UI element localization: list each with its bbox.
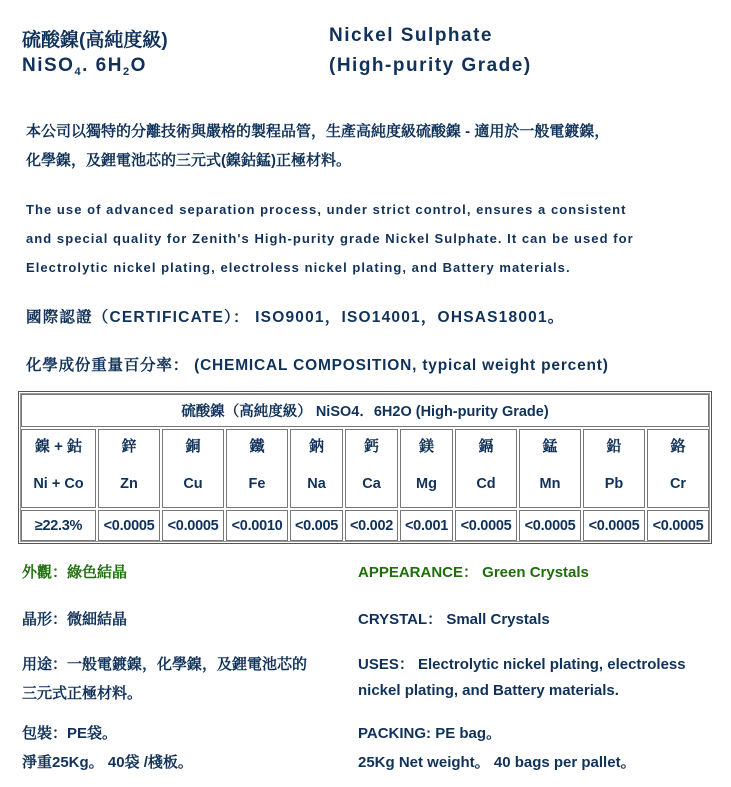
- element-symbol: Cu: [183, 476, 203, 492]
- formula-part: O: [130, 55, 147, 76]
- element-symbol: Fe: [248, 476, 266, 492]
- element-chinese: 鋅: [121, 438, 137, 455]
- element-chinese: 鎳 + 鈷: [34, 438, 83, 455]
- intro-chinese-line1: 本公司以獨特的分離技術與嚴格的製程品管，生產高純度級硫酸鎳 - 適用於一般電鍍鎳，: [26, 123, 610, 140]
- element-symbol: Cr: [669, 476, 687, 492]
- element-cell: [162, 429, 224, 508]
- element-chinese: 錳: [542, 438, 558, 455]
- element-cell: [290, 429, 343, 508]
- element-chinese: 鎘: [478, 438, 494, 455]
- value-cell: <0.002: [345, 510, 398, 541]
- value-cell: <0.0005: [455, 510, 517, 541]
- table-row-elements: [21, 429, 709, 508]
- uses-chinese-line2: 三元式正極材料。: [22, 685, 143, 702]
- table-title: 硫酸鎳（高純度級） NiSO4．6H2O (High-purity Grade): [21, 394, 709, 427]
- appearance-english: APPEARANCE： Green Crystals: [358, 564, 589, 581]
- element-chinese: 鐵: [249, 438, 265, 455]
- element-symbol: Zn: [120, 476, 138, 492]
- table-row-values: [21, 510, 709, 541]
- value-cell: <0.005: [290, 510, 343, 541]
- packing-chinese-line2: 淨重25Kg。 40袋 /棧板。: [22, 754, 193, 771]
- element-symbol: Cd: [476, 476, 496, 492]
- formula-part: NiSO: [22, 55, 75, 76]
- element-symbol: Na: [307, 476, 326, 492]
- packing-english-line2: 25Kg Net weight。 40 bags per pallet。: [358, 754, 636, 771]
- element-symbol: Pb: [604, 476, 624, 492]
- value-cell: <0.0005: [162, 510, 224, 541]
- intro-english-line1: The use of advanced separation process, under strict control, ensures a consistent: [26, 202, 627, 217]
- element-chinese: 鈉: [308, 438, 324, 455]
- composition-table: [18, 391, 712, 544]
- element-cell: [647, 429, 709, 508]
- element-symbol: Ni + Co: [33, 476, 84, 492]
- element-cell: [455, 429, 517, 508]
- uses-english-line2: nickel plating, and Battery materials.: [358, 682, 619, 699]
- intro-english-line2: and special quality for Zenith's High-purity grade Nickel Sulphate. It can be used for: [26, 231, 634, 246]
- element-cell: [400, 429, 453, 508]
- value-cell: ≥22.3%: [21, 510, 96, 541]
- element-symbol: Mn: [539, 476, 561, 492]
- value-cell: <0.0005: [98, 510, 160, 541]
- packing-chinese-line1: 包裝：PE袋。: [22, 725, 118, 742]
- element-symbol: Mg: [416, 476, 437, 492]
- title-english-line1: Nickel Sulphate: [329, 25, 493, 46]
- value-cell: <0.0010: [226, 510, 288, 541]
- chemical-formula: [22, 55, 147, 78]
- element-cell: [345, 429, 398, 508]
- value-cell: <0.0005: [647, 510, 709, 541]
- element-cell: [226, 429, 288, 508]
- element-chinese: 鎂: [418, 438, 434, 455]
- element-chinese: 鈣: [363, 438, 379, 455]
- element-chinese: 銅: [185, 438, 201, 455]
- element-cell: [98, 429, 160, 508]
- title-chinese: 硫酸鎳(高純度級): [22, 30, 168, 51]
- element-cell: [519, 429, 581, 508]
- intro-english-line3: Electrolytic nickel plating, electroless nickel plating, and Battery materials.: [26, 260, 571, 275]
- crystal-english: CRYSTAL： Small Crystals: [358, 611, 550, 628]
- composition-heading: 化學成份重量百分率： (CHEMICAL COMPOSITION, typical weight percent): [26, 357, 609, 374]
- appearance-chinese: 外觀：綠色結晶: [22, 564, 128, 581]
- value-cell: <0.001: [400, 510, 453, 541]
- certificate-line: 國際認證（CERTIFICATE）： ISO9001，ISO14001，OHSAS18001。: [26, 309, 565, 326]
- element-cell: [583, 429, 645, 508]
- intro-chinese-line2: 化學鎳，及鋰電池芯的三元式(鎳鈷錳)正極材料。: [26, 152, 351, 169]
- uses-chinese-line1: 用途：一般電鍍鎳，化學鎳，及鋰電池芯的: [22, 656, 308, 673]
- element-chinese: 鉛: [606, 438, 622, 455]
- formula-subscript: 2: [122, 66, 131, 78]
- value-cell: <0.0005: [519, 510, 581, 541]
- element-chinese: 鉻: [670, 438, 686, 455]
- element-cell: [21, 429, 96, 508]
- uses-english-line1: USES： Electrolytic nickel plating, electroless: [358, 656, 686, 673]
- value-cell: <0.0005: [583, 510, 645, 541]
- crystal-chinese: 晶形：微細結晶: [22, 611, 128, 628]
- packing-english-line1: PACKING: PE bag。: [358, 725, 502, 742]
- element-symbol: Ca: [362, 476, 381, 492]
- title-english-line2: (High-purity Grade): [329, 55, 532, 76]
- formula-part: . 6H: [82, 55, 123, 76]
- formula-subscript: 4: [74, 66, 83, 78]
